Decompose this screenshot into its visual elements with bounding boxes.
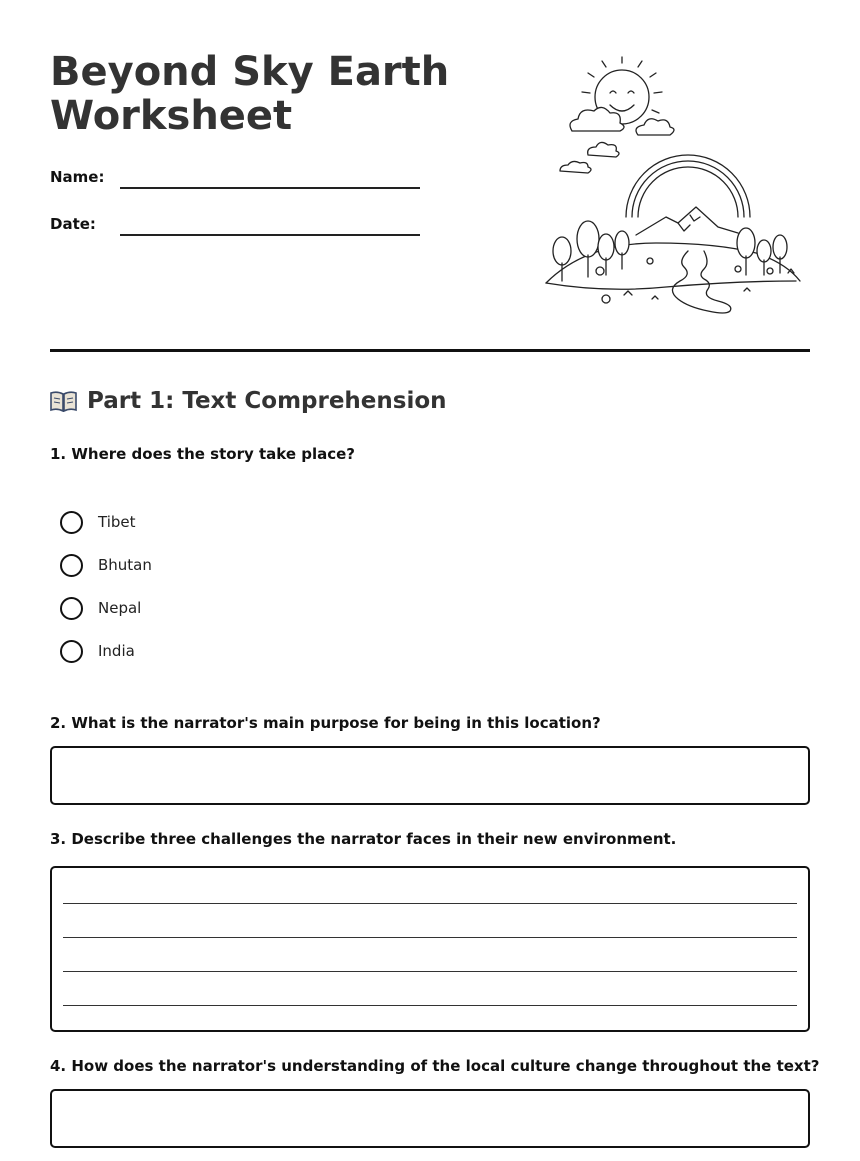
question-4: 4. How does the narrator's understanding of the local culture change throughout the text? bbox=[50, 1057, 820, 1075]
writing-line bbox=[63, 903, 797, 904]
date-field-row bbox=[50, 207, 430, 237]
radio-button[interactable] bbox=[60, 554, 83, 577]
river-icon bbox=[672, 251, 730, 313]
writing-line bbox=[63, 971, 797, 972]
open-book-icon bbox=[50, 390, 77, 412]
landscape-sun-rainbow-mountains-illustration bbox=[540, 55, 810, 325]
question-2: 2. What is the narrator's main purpose for being in this location? bbox=[50, 714, 601, 732]
title-line-2: Worksheet bbox=[50, 93, 293, 139]
name-field-row bbox=[50, 160, 430, 190]
title-line-1: Beyond Sky Earth bbox=[50, 49, 450, 95]
part-1-heading bbox=[50, 388, 447, 414]
date-label: Date: bbox=[50, 215, 96, 233]
option-label: India bbox=[98, 642, 135, 660]
question-1: 1. Where does the story take place? bbox=[50, 445, 355, 463]
radio-button[interactable] bbox=[60, 597, 83, 620]
option-label: Nepal bbox=[98, 599, 142, 617]
answer-box-question-2[interactable] bbox=[50, 746, 810, 805]
option-tibet[interactable] bbox=[60, 510, 136, 534]
mountains-icon bbox=[636, 207, 738, 235]
part-1-title: Part 1: Text Comprehension bbox=[87, 388, 447, 414]
option-nepal[interactable] bbox=[60, 596, 141, 620]
option-india[interactable] bbox=[60, 639, 135, 663]
question-3: 3. Describe three challenges the narrator faces in their new environment. bbox=[50, 830, 677, 848]
answer-box-question-3[interactable] bbox=[50, 866, 810, 1032]
date-input-line[interactable] bbox=[120, 234, 420, 236]
worksheet-title bbox=[50, 50, 470, 138]
option-label: Bhutan bbox=[98, 556, 152, 574]
name-label: Name: bbox=[50, 168, 105, 186]
answer-box-question-4[interactable] bbox=[50, 1089, 810, 1148]
radio-button[interactable] bbox=[60, 511, 83, 534]
writing-line bbox=[63, 937, 797, 938]
radio-button[interactable] bbox=[60, 640, 83, 663]
rainbow-icon bbox=[626, 155, 750, 217]
option-label: Tibet bbox=[98, 513, 136, 531]
option-bhutan[interactable] bbox=[60, 553, 152, 577]
header-divider bbox=[50, 349, 810, 352]
writing-line bbox=[63, 1005, 797, 1006]
name-input-line[interactable] bbox=[120, 187, 420, 189]
